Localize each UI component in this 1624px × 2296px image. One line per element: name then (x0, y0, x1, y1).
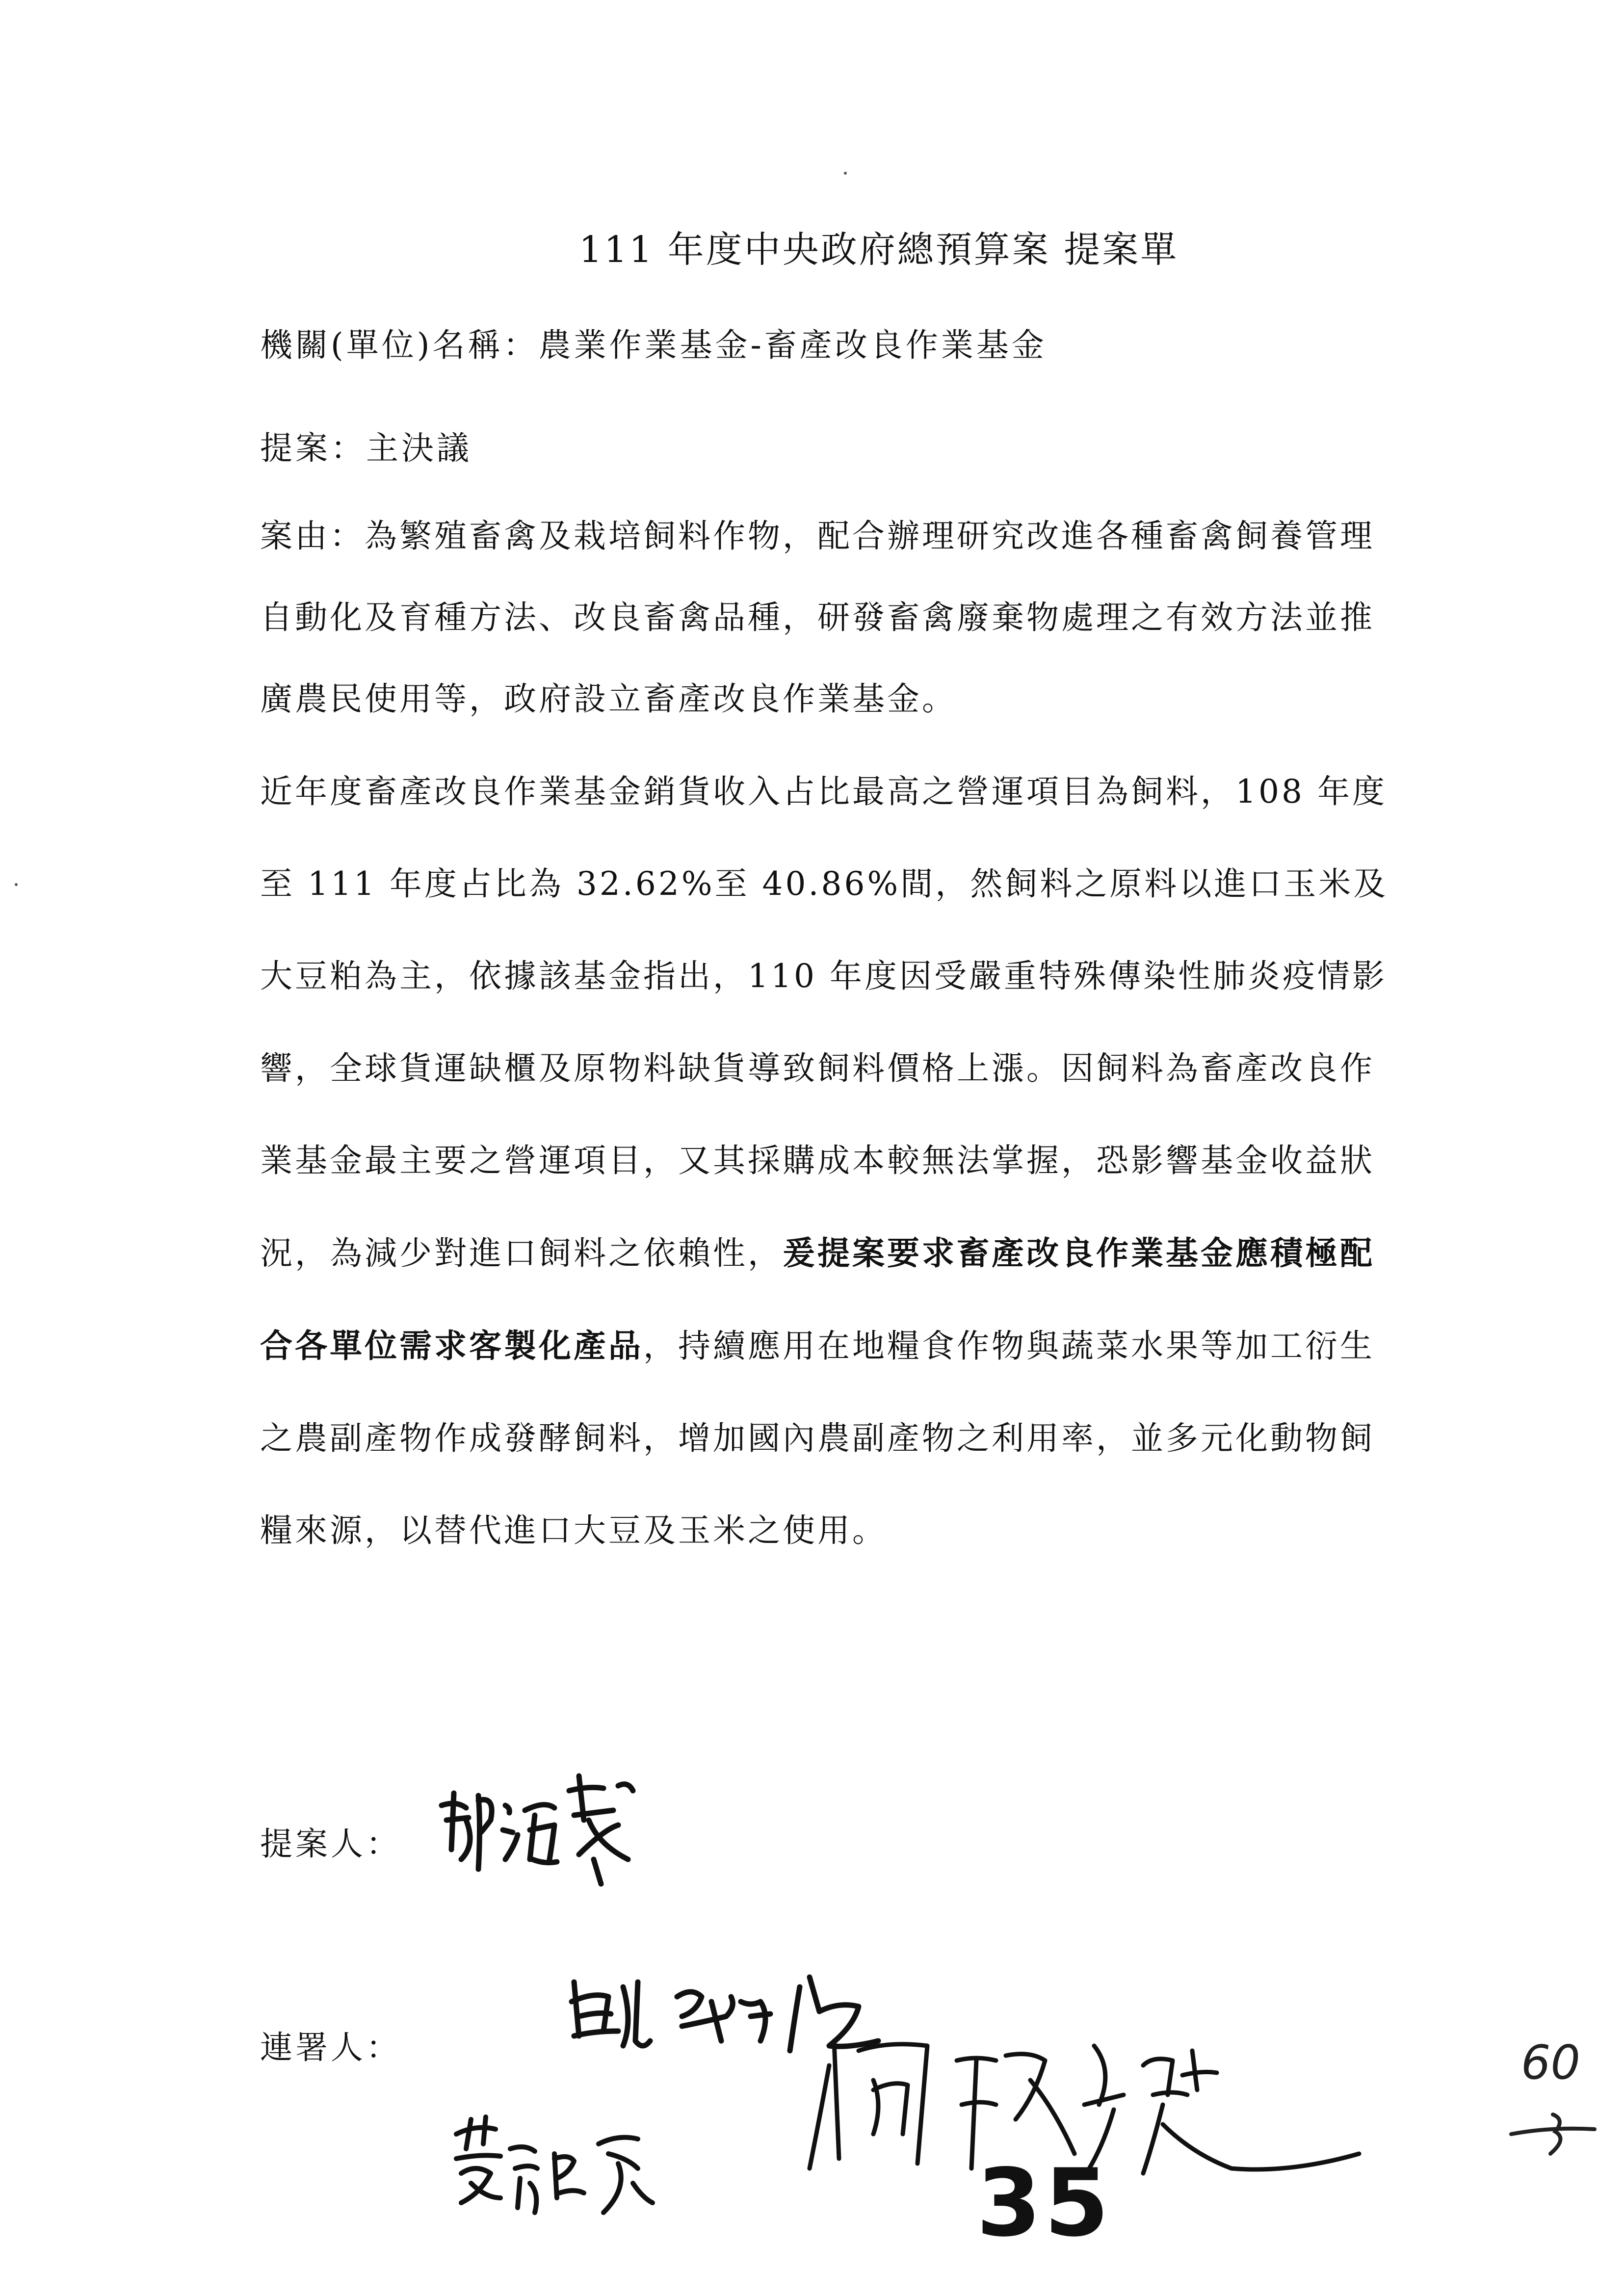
proposal-type: 提案：主決議 (260, 429, 472, 467)
scan-speck (15, 883, 18, 886)
agency-line (260, 319, 1047, 365)
margin-strike-mark (1506, 2105, 1599, 2161)
cause-text: 為繁殖畜禽及栽培飼料作物，配合辦理研究改進各種畜禽飼養管理自動化及育種方法、改良畜禽品種，研發畜禽廢棄物處理之有效方法並推廣農民使用等，政府設立畜產改良作業基金。 (260, 517, 1375, 718)
cause-label: 案由： (260, 517, 365, 555)
proposer-label: 提案人： (260, 1825, 401, 1863)
scan-speck (844, 172, 847, 175)
page-number: 35 (976, 2149, 1112, 2257)
margin-note: 60 (1521, 2036, 1580, 2090)
body-text-part2: ，持續應用在地糧食作物與蔬菜水果等加工衍生之農副產物作成發酵飼料，增加國內農副產物之利用率，並多元化動物飼糧來源，以替代進口大豆及玉米之使用。 (260, 1327, 1375, 1549)
proposer-signature (432, 1747, 657, 1894)
body-paragraph (260, 746, 1388, 1577)
document-title: 111 年度中央政府總預算案 提案單 (579, 229, 1179, 271)
agency-label: 機關(單位)名稱： (260, 326, 539, 364)
cause-paragraph (260, 496, 1403, 740)
body-text-part1: 近年度畜產改良作業基金銷貨收入占比最高之營運項目為飼料，108 年度至 111 年度占比為 32.62%至 40.86%間，然飼料之原料以進口玉米及大豆粕為主，依據該基金指出，110 年度因受嚴重特殊傳染性肺炎疫情影響，全球貨運缺櫃及原物料缺貨導致飼料價格上漲。因飼料為畜產改良作業基金最主要之營運項目，又其採購成本較無法掌握，恐影響基金收益狀況，為減少對進口飼料之依賴性， (260, 773, 1388, 1272)
cosigner-label: 連署人： (260, 2029, 401, 2066)
body-text-emphasis: 爰提案要求畜產改良作業基金應積極配合各單位需求客製化產品 (260, 1234, 1375, 1365)
agency-name: 農業作業基金-畜產改良作業基金 (538, 326, 1047, 364)
cosigner-signature-2 (442, 2105, 667, 2232)
